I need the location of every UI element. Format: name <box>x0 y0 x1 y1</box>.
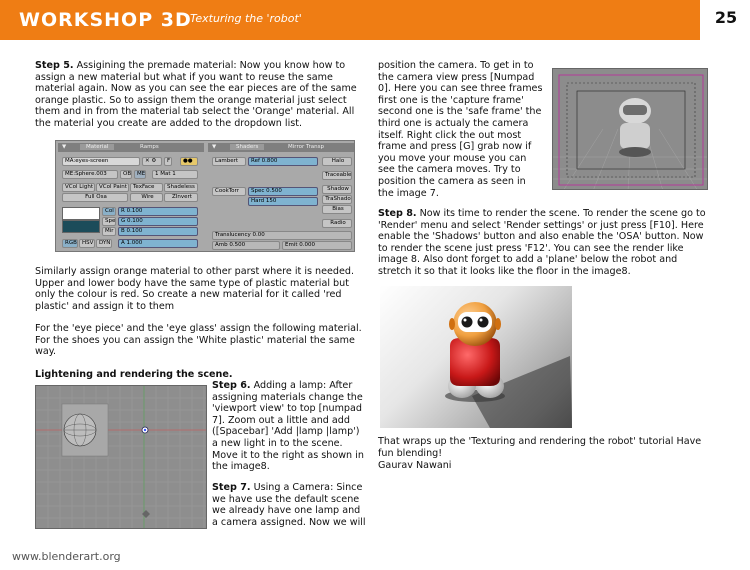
color-swatch-dark <box>62 220 100 233</box>
magazine-section-title: WORKSHOP 3D <box>19 9 192 31</box>
step8-label: Step 8. <box>378 208 417 219</box>
step7-text: Using a Camera: Since we have use the default scene we already have one lamp and a camera assigned. Now we will <box>212 482 366 528</box>
step7-paragraph <box>212 482 367 528</box>
shaders-panel-header <box>208 143 354 152</box>
material-panel-screenshot <box>55 140 355 252</box>
halo-button: Halo <box>322 157 352 166</box>
emit-field: Emit 0.000 <box>282 241 352 250</box>
fake-user-button: F <box>164 157 172 166</box>
eye-piece-paragraph: For the 'eye piece' and the 'eye glass' assign the following material. For the shoes you can assign the 'White plastic' material the same way. <box>35 323 362 358</box>
shadeless-button: Shadeless <box>164 183 198 192</box>
color-swatch-white <box>62 207 100 220</box>
vcol-light-button: VCol Light <box>62 183 95 192</box>
full-osa-button: Full Osa <box>62 193 128 202</box>
step5-text: Assigining the premade material: Now you know how to assign a new material but what if you want to reuse the same material again. Now as you can see the ear pieces are of the same orange plastic. So to assign them the orange material just select them and in from the material tab select the 'Orange' material. All the material you create are added to the dropdown list. <box>35 60 357 129</box>
me-button: ME <box>134 170 146 179</box>
shadow-button: Shadow <box>322 185 352 194</box>
alpha-slider: A 1.000 <box>118 239 198 248</box>
vcol-paint-button: VCol Paint <box>96 183 129 192</box>
rgb-button: RGB <box>62 239 78 248</box>
step8-paragraph <box>378 208 713 278</box>
hsv-button: HSV <box>79 239 95 248</box>
step5-label: Step 5. <box>35 60 74 71</box>
tab-shaders: Shaders <box>230 144 264 150</box>
top-view-drawing <box>36 386 207 529</box>
top-view-screenshot <box>35 385 207 529</box>
material-count: 1 Mat 1 <box>152 170 198 179</box>
spec-shader-select: CookTorr <box>212 187 246 196</box>
step6-text: Adding a lamp: After assigning materials change the 'viewport view' to top [numpad 7]. Zoom out a little and add ([Spacebar] 'Add |lamp |lamp') a new light in to the scene. Move it to the right as shown in the image8. <box>212 380 364 473</box>
wire-button: Wire <box>130 193 163 202</box>
ref-slider: Ref 0.800 <box>248 157 318 166</box>
hard-slider: Hard 150 <box>248 197 318 206</box>
ob-button: OB <box>120 170 132 179</box>
bias-button: Bias <box>322 205 352 214</box>
close-icon: ✕ ⚙ <box>142 157 162 166</box>
assign-paragraph: Similarly assign orange material to other parst where it is needed. Upper and lower body have the same type of plastic material but only the colour is red. So create a new material for it called 'red plastic' and assign it to them <box>35 266 355 312</box>
traceable-button: Traceable <box>322 171 352 180</box>
triangle-icon: ▼ <box>212 144 217 150</box>
camera-paragraph: position the camera. To get in to the camera view press [Numpad 0]. Here you can see three frames first one is the 'capture frame' second one is the 'safe frame' the third one is actualy the camera itself. Right click the out most frame and press [G] grab now if you move your mouse you can see the camera moves. Try to position the camera as seen in the image 7. <box>378 60 543 199</box>
dyn-button: DYN <box>96 239 112 248</box>
robot-render-drawing <box>380 286 572 428</box>
article-title: Texturing the 'robot' <box>190 12 302 25</box>
preview-icon: ●● <box>180 157 198 166</box>
spe-button: Spe <box>102 217 116 226</box>
render-result-image <box>380 286 572 428</box>
mesh-name-field: ME:Sphere.003 <box>62 170 118 179</box>
zinvert-button: ZInvert <box>164 193 198 202</box>
page-number: 25 <box>714 8 738 27</box>
mir-button: Mir <box>102 227 116 236</box>
author-name: Gaurav Nawani <box>378 460 452 471</box>
footer-url: www.blenderart.org <box>12 550 121 563</box>
step6-label: Step 6. <box>212 380 251 391</box>
step5-paragraph <box>35 60 360 130</box>
texface-button: TexFace <box>130 183 163 192</box>
material-name-field: MA:eyes-screen <box>62 157 140 166</box>
section-heading: Lightening and rendering the scene. <box>35 369 233 380</box>
step7-label: Step 7. <box>212 482 251 493</box>
tab-ramps: Ramps <box>140 144 159 150</box>
spec-slider: Spec 0.500 <box>248 187 318 196</box>
triangle-icon: ▼ <box>62 144 67 150</box>
header-bar <box>0 0 700 40</box>
r-slider: R 0.100 <box>118 207 198 216</box>
camera-view-drawing <box>553 69 708 190</box>
closing-paragraph: That wraps up the 'Texturing and rendering the robot' tutorial Have fun blending! <box>378 436 702 459</box>
amb-field: Amb 0.500 <box>212 241 280 250</box>
diffuse-shader-select: Lambert <box>212 157 246 166</box>
col-button: Col <box>102 207 116 216</box>
g-slider: G 0.100 <box>118 217 198 226</box>
radio-button: Radio <box>322 219 352 228</box>
tab-material: Material <box>80 144 114 150</box>
trashadow-button: TraShado <box>322 195 352 204</box>
b-slider: B 0.100 <box>118 227 198 236</box>
step8-text: Now its time to render the scene. To render the scene go to 'Render' menu and select 'Render settings' or just press [F10]. Here enable the 'Shadows' button and also enable the 'OSA' button. Now to render the scene just press 'F12'. You can see the render like image 8. Also dont forget to add a 'plane' below the robot and stretch it so that it looks like the floor in the image8. <box>378 208 706 277</box>
translucency-field: Translucency 0.00 <box>212 231 352 240</box>
material-panel-header <box>58 143 204 152</box>
camera-view-screenshot <box>552 68 708 190</box>
step6-paragraph <box>212 380 364 473</box>
tab-mirror-transp: Mirror Transp <box>288 144 324 150</box>
